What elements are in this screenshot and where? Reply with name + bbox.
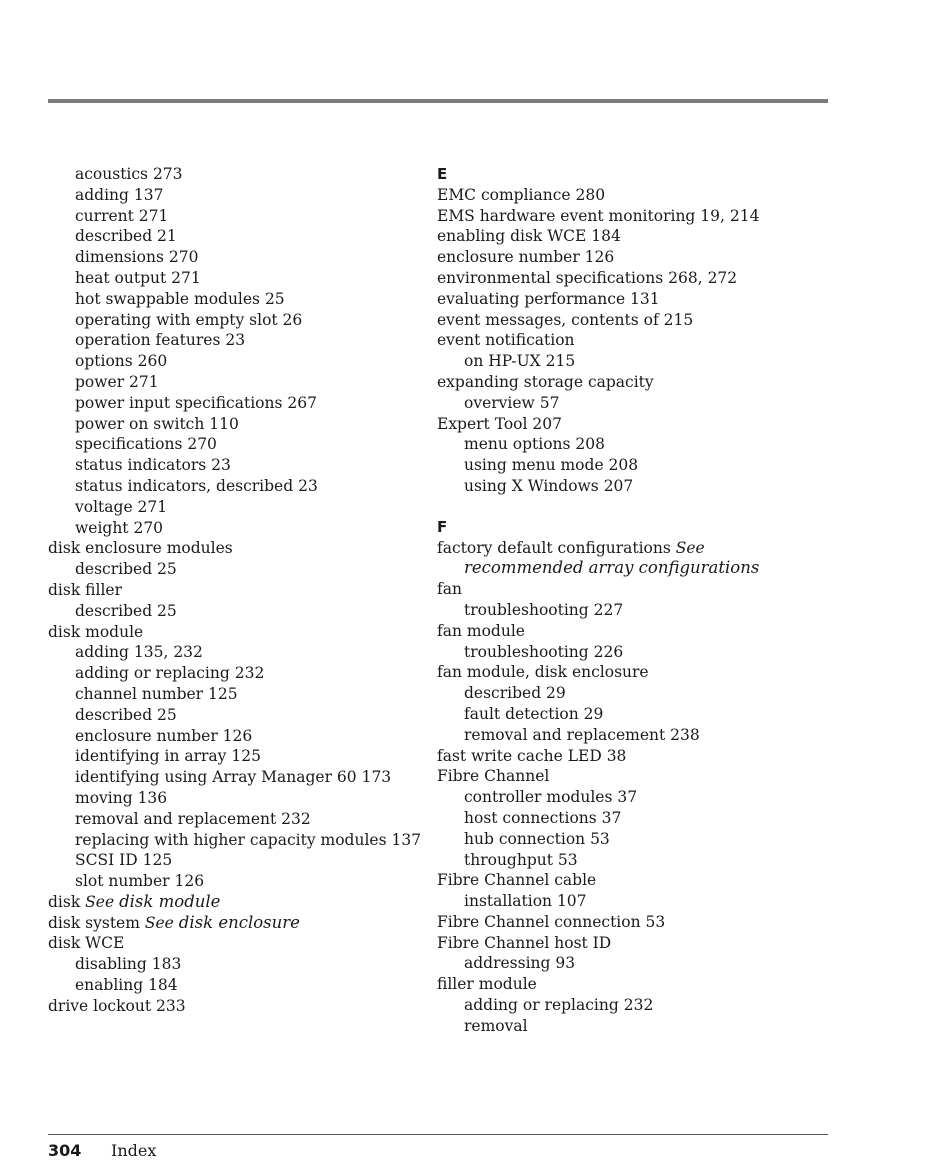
index-subentry: heat output 271 <box>75 268 201 287</box>
index-entry: EMC compliance 280 <box>437 185 606 204</box>
entry-term: factory default configurations <box>437 538 676 557</box>
index-subentry: using menu mode 208 <box>464 456 639 475</box>
index-entry: fan module, disk enclosure <box>437 663 649 682</box>
index-entry: drive lockout 233 <box>48 996 186 1015</box>
index-column-left <box>48 164 428 1017</box>
see-target-continued: recommended array configurations <box>464 558 760 578</box>
index-subentry: power 271 <box>75 372 159 391</box>
see-label: See <box>675 538 705 557</box>
index-subentry: installation 107 <box>464 892 587 911</box>
index-entry: event messages, contents of 215 <box>437 310 694 329</box>
index-subentry: acoustics 273 <box>75 165 183 183</box>
section-gap <box>437 497 837 517</box>
index-entry: fan <box>437 580 462 599</box>
index-subentry: host connections 37 <box>464 808 622 827</box>
index-subentry: troubleshooting 226 <box>464 642 624 661</box>
index-entry: event notification <box>437 331 575 350</box>
index-column-right <box>437 164 837 1037</box>
index-subentry: identifying using Array Manager 60 173 <box>75 768 392 787</box>
index-subentry: adding 135, 232 <box>75 643 203 662</box>
index-subentry: weight 270 <box>75 518 164 537</box>
index-subentry: adding or replacing 232 <box>75 664 265 683</box>
footer-rule <box>48 1134 828 1135</box>
index-subentry: enabling 184 <box>75 976 178 995</box>
index-entry-see-reference <box>48 913 428 934</box>
index-entry: enabling disk WCE 184 <box>437 227 621 246</box>
index-subentry: power input specifications 267 <box>75 393 317 412</box>
index-subentry: using X Windows 207 <box>464 476 634 495</box>
index-subentry: moving 136 <box>75 788 168 807</box>
index-entry: Fibre Channel connection 53 <box>437 912 666 931</box>
entry-term: disk system <box>48 913 145 932</box>
index-entry: Fibre Channel <box>437 767 550 786</box>
index-subentry: enclosure number 126 <box>75 726 253 745</box>
index-subentry: operation features 23 <box>75 331 246 350</box>
index-subentry: menu options 208 <box>464 435 605 454</box>
index-entry-see-reference <box>437 538 837 559</box>
index-entry: disk WCE <box>48 934 125 953</box>
index-subentry: described 21 <box>75 227 177 246</box>
index-subentry: removal and replacement 238 <box>464 725 700 744</box>
index-subentry: fault detection 29 <box>464 704 604 723</box>
index-subentry: on HP-UX 215 <box>464 352 576 371</box>
see-target: disk module <box>119 891 221 911</box>
index-entry: disk enclosure modules <box>48 539 233 558</box>
index-entry-see-reference <box>48 892 428 913</box>
index-entry: fast write cache LED 38 <box>437 746 627 765</box>
index-subentry: adding 137 <box>75 185 164 204</box>
see-label: See <box>144 913 174 932</box>
index-subentry: replacing with higher capacity modules 137 <box>75 830 422 849</box>
index-subentry: voltage 271 <box>75 497 168 516</box>
index-letter-heading: F <box>437 517 448 536</box>
index-subentry: troubleshooting 227 <box>464 600 624 619</box>
index-subentry: slot number 126 <box>75 872 205 891</box>
index-entry: expanding storage capacity <box>437 372 654 391</box>
see-target: disk enclosure <box>178 912 300 932</box>
index-entry: EMS hardware event monitoring 19, 214 <box>437 206 760 225</box>
index-subentry: addressing 93 <box>464 954 576 973</box>
index-entry: enclosure number 126 <box>437 248 615 267</box>
index-subentry: power on switch 110 <box>75 414 239 433</box>
index-subentry: described 25 <box>75 705 177 724</box>
index-subentry: identifying in array 125 <box>75 747 261 766</box>
index-subentry: adding or replacing 232 <box>464 996 654 1015</box>
index-subentry: specifications 270 <box>75 435 217 454</box>
index-entry: Expert Tool 207 <box>437 414 562 433</box>
running-footer-section: Index <box>111 1141 157 1160</box>
index-subentry: described 25 <box>75 560 177 579</box>
index-entry: disk module <box>48 622 144 641</box>
index-subentry: throughput 53 <box>464 850 578 869</box>
index-subentry: described 29 <box>464 684 566 703</box>
index-subentry: disabling 183 <box>75 955 182 974</box>
index-subentry: operating with empty slot 26 <box>75 310 303 329</box>
index-subentry: overview 57 <box>464 393 560 412</box>
index-subentry: options 260 <box>75 352 168 371</box>
index-entry: Fibre Channel host ID <box>437 933 612 952</box>
index-subentry: current 271 <box>75 206 169 225</box>
index-subentry: described 25 <box>75 601 177 620</box>
index-entry: environmental specifications 268, 272 <box>437 268 738 287</box>
index-subentry: status indicators, described 23 <box>75 476 318 495</box>
index-entry: filler module <box>437 975 537 994</box>
page-number: 304 <box>48 1141 82 1160</box>
index-subentry: hot swappable modules 25 <box>75 289 285 308</box>
header-rule <box>48 99 828 103</box>
index-subentry: removal and replacement 232 <box>75 809 311 828</box>
index-entry: disk filler <box>48 580 122 599</box>
index-subentry: removal <box>464 1016 528 1035</box>
index-subentry: channel number 125 <box>75 684 238 703</box>
index-subentry: controller modules 37 <box>464 788 638 807</box>
index-letter-heading: E <box>437 165 448 183</box>
index-subentry: SCSI ID 125 <box>75 851 173 870</box>
index-entry: evaluating performance 131 <box>437 289 660 308</box>
index-entry: fan module <box>437 621 525 640</box>
index-subentry: status indicators 23 <box>75 456 231 475</box>
see-label: See <box>85 892 115 911</box>
index-entry: Fibre Channel cable <box>437 871 597 890</box>
entry-term: disk <box>48 892 86 911</box>
index-subentry: dimensions 270 <box>75 248 199 267</box>
index-subentry: hub connection 53 <box>464 829 610 848</box>
